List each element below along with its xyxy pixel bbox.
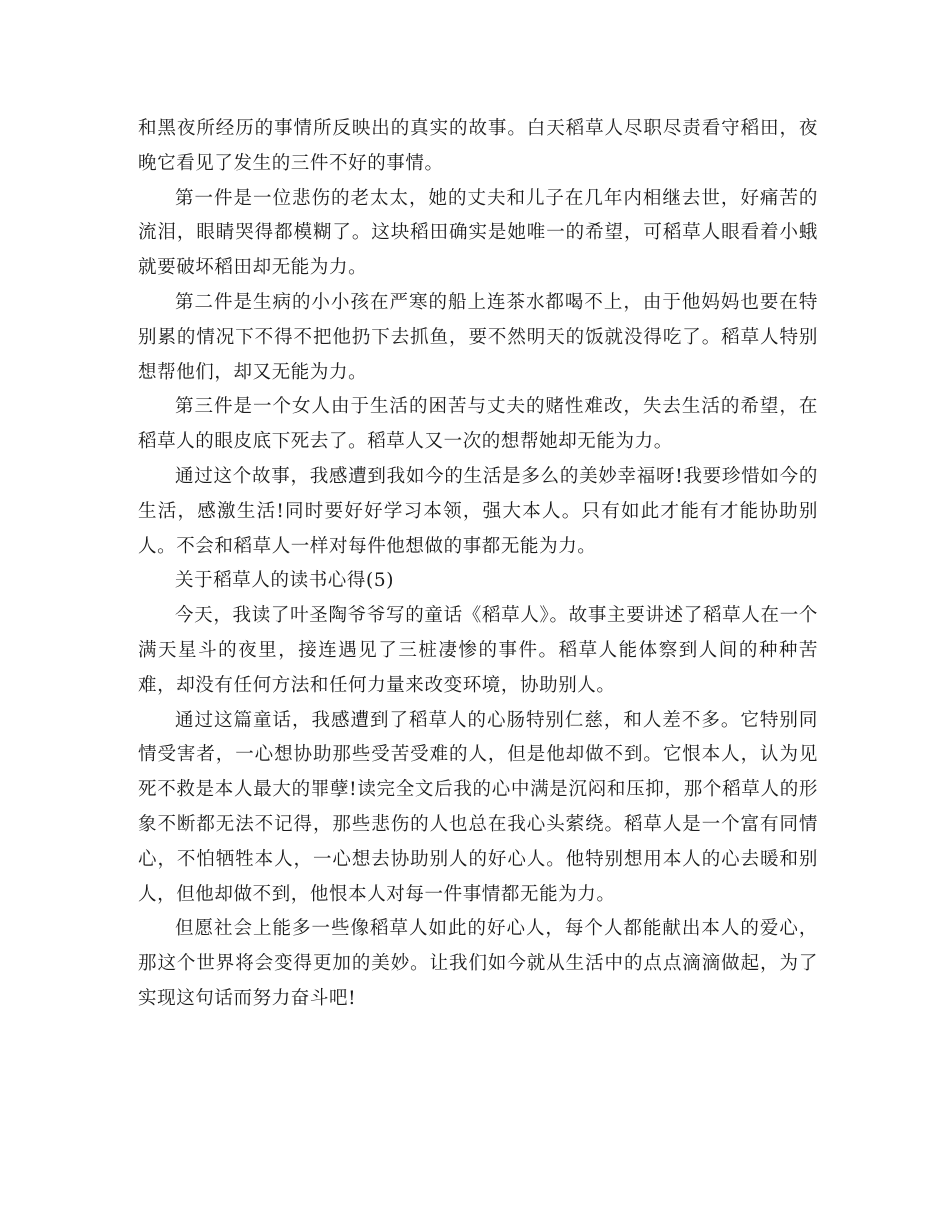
paragraph-continuation: 和黑夜所经历的事情所反映出的真实的故事。白天稻草人尽职尽责看守稻田，夜晚它看见了发生的三件不好的事情。	[138, 118, 818, 174]
paragraph-second-incident: 第二件是生病的小小孩在严寒的船上连茶水都喝不上，由于他妈妈也要在特别累的情况下不得不把他扔下去抓鱼，要不然明天的饭就没得吃了。稻草人特别想帮他们，却又无能为力。	[138, 291, 818, 383]
paragraph-conclusion: 但愿社会上能多一些像稻草人如此的好心人，每个人都能献出本人的爱心，那这个世界将会变得更加的美妙。让我们如今就从生活中的点点滴滴做起，为了实现这句话而努力奋斗吧!	[138, 918, 818, 1009]
section-heading: 关于稻草人的读书心得(5)	[175, 570, 395, 592]
paragraph-first-incident: 第一件是一位悲伤的老太太，她的丈夫和儿子在几年内相继去世，好痛苦的流泪，眼睛哭得都模糊了。这块稻田确实是她唯一的希望，可稻草人眼看着小蛾就要破坏稻田却无能为力。	[138, 187, 818, 279]
paragraph-third-incident: 第三件是一个女人由于生活的困苦与丈夫的赌性难改，失去生活的希望，在稻草人的眼皮底下死去了。稻草人又一次的想帮她却无能为力。	[138, 396, 818, 453]
paragraph-reflection: 通过这个故事，我感遭到我如今的生活是多么的美妙幸福呀!我要珍惜如今的生活，感激生活!同时要好好学习本领，强大本人。只有如此才能有才能协助别人。不会和稻草人一样对每件他想做的事都无能为力。	[138, 465, 818, 557]
document-body	[138, 112, 818, 1017]
paragraph-summary: 今天，我读了叶圣陶爷爷写的童话《稻草人》。故事主要讲述了稻草人在一个满天星斗的夜里，接连遇见了三桩凄惨的事件。稻草人能体察到人间的种种苦难，却没有任何方法和任何力量来改变环境，协助别人。	[138, 605, 818, 696]
paragraph-feelings: 通过这篇童话，我感遭到了稻草人的心肠特别仁慈，和人差不多。它特别同情受害者，一心想协助那些受苦受难的人，但是他却做不到。它恨本人，认为见死不救是本人最大的罪孽!读完全文后我的心中满是沉闷和压抑，那个稻草人的形象不断都无法不记得，那些悲伤的人也总在我心头萦绕。稻草人是一个富有同情心，不怕牺牲本人，一心想去协助别人的好心人。他特别想用本人的心去暖和别人，但他却做不到，他恨本人对每一件事情都无能为力。	[138, 709, 818, 905]
